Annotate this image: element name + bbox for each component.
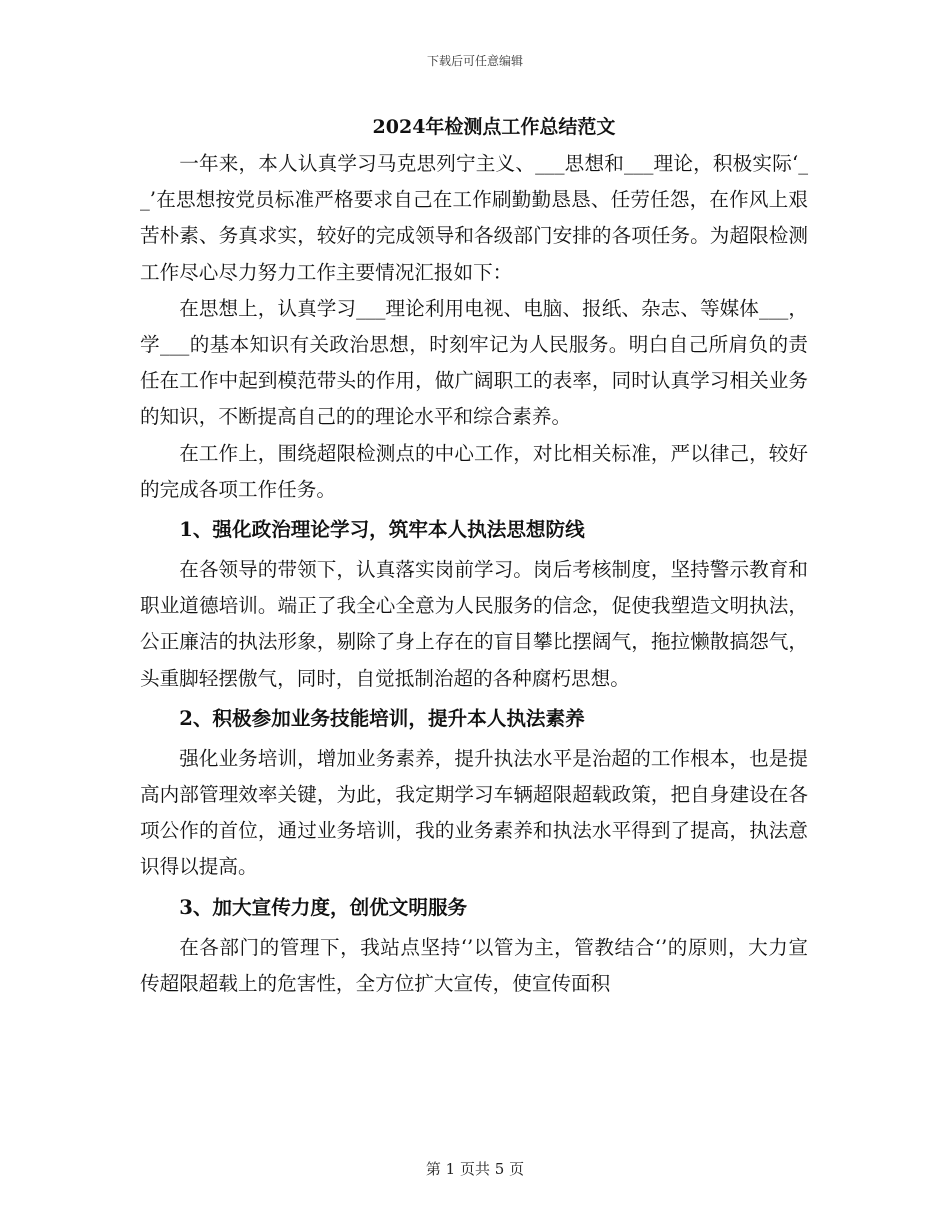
section-body-3: 在各部门的管理下，我站点坚持‘’以管为主，管教结合‘’的原则，大力宣传超限超载上的危害性，全方位扩大宣传，使宣传面积 bbox=[140, 935, 808, 995]
section-body-1: 在各领导的带领下，认真落实岗前学习。岗后考核制度，坚持警示教育和职业道德培训。端正了我全心全意为人民服务的信念，促使我塑造文明执法，公正廉洁的执法形象，剔除了身上存在的盲目攀比摆阔气，拖拉懒散搞怨气，头重脚轻摆傲气，同时，自觉抵制治超的各种腐朽思想。 bbox=[140, 558, 808, 690]
section-body-2: 强化业务培训，增加业务素养，提升执法水平是治超的工作根本，也是提高内部管理效率关键，为此，我定期学习车辆超限超载政策，把自身建设在各项公作的首位，通过业务培训，我的业务素养和执法水平得到了提高，执法意识得以提高。 bbox=[140, 746, 808, 879]
page-number: 第 1 页共 5 页 bbox=[425, 1160, 525, 1178]
paragraph-thought: 在思想上，认真学习___理论利用电视、电脑、报纸、杂志、等媒体___，学___的基本知识有关政治思想，时刻牢记为人民服务。明白自己所肩负的责任在工作中起到模范带头的作用，做广阔职工的表率，同时认真学习相关业务的知识，不断提高自己的的理论水平和综合素养。 bbox=[140, 296, 808, 429]
section-heading-3: 3、加大宣传力度，创优文明服务 bbox=[179, 895, 468, 919]
paragraph-intro: 一年来，本人认真学习马克思列宁主义、___思想和___理论，积极实际‘__’在思想按党员标准严格要求自己在工作刷勤勤恳恳、任劳任怨，在作风上艰苦朴素、务真求实，较好的完成领导和各级部门安排的各项任务。为超限检测工作尽心尽力努力工作主要情况汇报如下： bbox=[140, 152, 808, 284]
paragraph-work: 在工作上，围绕超限检测点的中心工作，对比相关标准，严以律己，较好的完成各项工作任务。 bbox=[140, 441, 808, 501]
document-body bbox=[140, 114, 808, 1002]
page-header-note: 下载后可任意编辑 bbox=[426, 54, 523, 68]
section-heading-2: 2、积极参加业务技能培训，提升本人执法素养 bbox=[179, 706, 585, 730]
section-heading-1: 1、强化政治理论学习，筑牢本人执法思想防线 bbox=[179, 518, 585, 542]
document-title: 2024年检测点工作总结范文 bbox=[372, 116, 616, 138]
